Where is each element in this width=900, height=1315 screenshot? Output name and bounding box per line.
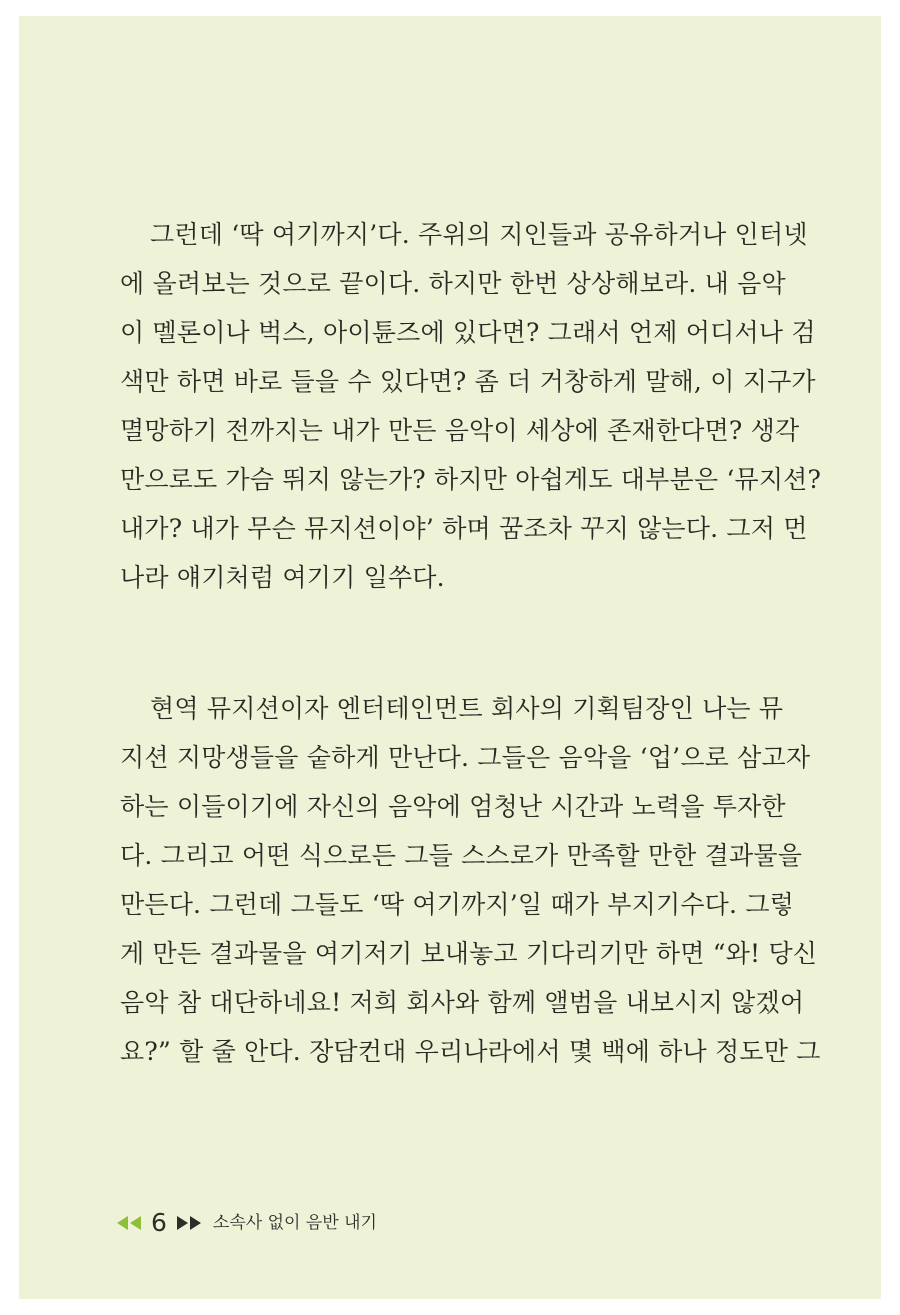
- text-line: 색만 하면 바로 들을 수 있다면? 좀 더 거창하게 말해, 이 지구가: [120, 367, 816, 396]
- text-line: 요?” 할 줄 안다. 장담컨대 우리나라에서 몇 백에 하나 정도만 그: [120, 1037, 821, 1066]
- text-line: 음악 참 대단하네요! 저희 회사와 함께 앨범을 내보시지 않겠어: [120, 988, 805, 1017]
- book-title: 소속사 없이 음반 내기: [212, 1213, 377, 1233]
- page-number: 6: [151, 1208, 167, 1237]
- text-line: 그런데 ‘딱 여기까지’다. 주위의 지인들과 공유하거나 인터넷: [150, 220, 808, 249]
- double-left-arrow-icon: [115, 1213, 143, 1233]
- text-line: 게 만든 결과물을 여기저기 보내놓고 기다리기만 하면 “와! 당신: [120, 939, 818, 968]
- text-line: 내가? 내가 무슨 뮤지션이야’ 하며 꿈조차 꾸지 않는다. 그저 먼: [120, 514, 808, 543]
- text-line: 만든다. 그런데 그들도 ‘딱 여기까지’일 때가 부지기수다. 그렇: [120, 890, 795, 919]
- text-line: 다. 그리고 어떤 식으로든 그들 스스로가 만족할 만한 결과물을: [120, 841, 803, 870]
- text-line: 하는 이들이기에 자신의 음악에 엄청난 시간과 노력을 투자한: [120, 792, 786, 821]
- text-line: 만으로도 가슴 뛰지 않는가? 하지만 아쉽게도 대부분은 ‘뮤지션?: [120, 465, 822, 494]
- text-line: 에 올려보는 것으로 끝이다. 하지만 한번 상상해보라. 내 음악: [120, 269, 786, 298]
- page-footer: [115, 1207, 377, 1239]
- text-line: 멸망하기 전까지는 내가 만든 음악이 세상에 존재한다면? 생각: [120, 416, 800, 445]
- paragraph-1: [120, 210, 822, 602]
- text-line: 이 멜론이나 벅스, 아이튠즈에 있다면? 그래서 언제 어디서나 검: [120, 318, 816, 347]
- double-right-arrow-icon: [175, 1213, 203, 1233]
- paragraph-2: [120, 684, 821, 1076]
- book-page: [19, 16, 881, 1299]
- text-line: 지션 지망생들을 숱하게 만난다. 그들은 음악을 ‘업’으로 삼고자: [120, 743, 811, 772]
- text-line: 현역 뮤지션이자 엔터테인먼트 회사의 기획팀장인 나는 뮤: [150, 694, 784, 723]
- text-line: 나라 얘기처럼 여기기 일쑤다.: [120, 563, 445, 592]
